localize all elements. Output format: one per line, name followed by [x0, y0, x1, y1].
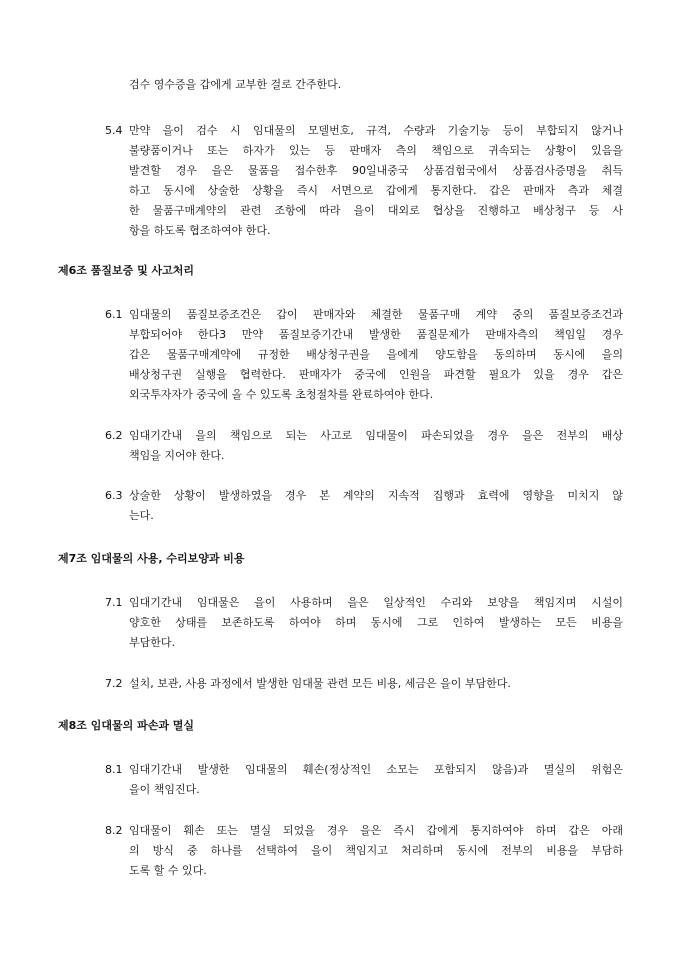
text-line: 임대기간내 임대물은 을이 사용하며 을은 일상적인 수리와 보양을 책임지며 시설이 [129, 596, 623, 609]
text-line: 배상청구권 실행을 협력한다. 판매자가 중국에 인원을 파견할 필요가 있을 경우 갑은 [129, 368, 623, 381]
paragraph-continuation [129, 75, 599, 95]
text-line: 갑은 물품구매계약에 규정한 배상청구권을 을에게 양도함을 동의하며 동시에 을의 [129, 348, 623, 361]
text-line: 임대물이 훼손 또는 멸실 되었을 경우 을은 즉시 갑에게 통지하여야 하며 갑은 아래 [129, 824, 623, 837]
clause-number: 8.2 [105, 824, 123, 837]
text-line: 발견할 경우 을은 물품을 접수한후 90일내중국 상품검험국에서 상품검사증명을 취득 [129, 164, 623, 177]
text-line: 도록 할 수 있다. [129, 864, 207, 877]
text-line: 검수 영수증을 갑에게 교부한 걸로 간주한다. [129, 78, 342, 91]
clause-8-2 [105, 821, 623, 881]
clause-7-2 [105, 674, 623, 694]
text-line: 임대물의 품질보증조건은 갑이 판매자와 체결한 물품구매 계약 중의 품질보증조건과 [129, 308, 623, 321]
clause-number: 6.2 [105, 429, 123, 442]
clause-6-1 [105, 305, 623, 405]
text-line: 항을 하도록 협조하여야 한다. [129, 224, 271, 237]
clause-number: 5.4 [105, 124, 123, 137]
text-line: 상술한 상황이 발생하였을 경우 본 계약의 지속적 집행과 효력에 영향을 미치지 않 [129, 489, 623, 502]
clause-number: 7.1 [105, 596, 123, 609]
text-line: 을이 책임진다. [129, 783, 200, 796]
text-line: 하고 동시에 상술한 상황을 즉시 서면으로 갑에게 통지한다. 갑은 판매자 측과 체결 [129, 184, 623, 197]
text-line: 책임을 지어야 한다. [129, 449, 225, 462]
text-line: 의 방식 중 하나를 선택하여 을이 책임지고 처리하며 동시에 전부의 비용을 부담하 [129, 844, 623, 857]
clause-number: 6.3 [105, 489, 123, 502]
clause-6-3 [105, 486, 623, 526]
text-line: 임대기간내 을의 책임으로 되는 사고로 임대물이 파손되었을 경우 을은 전부의 배상 [129, 429, 623, 442]
text-line: 부담한다. [129, 636, 176, 649]
text-line: 불량품이거나 또는 하자가 있는 등 판매자 측의 책임으로 귀속되는 상황이 있음을 [129, 144, 623, 157]
text-line: 한 물품구매계약의 관련 조항에 따라 을이 대외로 협상을 진행하고 배상청구 등 사 [129, 204, 623, 217]
clause-7-1 [105, 593, 623, 653]
text-line: 부합되어야 한다3 만약 품질보증기간내 발생한 품질문제가 판매자측의 책임일 경우 [129, 328, 623, 341]
section-heading-8: 제8조 임대물의 파손과 멸실 [58, 719, 195, 732]
clause-number: 7.2 [105, 677, 123, 690]
text-line: 는다. [129, 509, 154, 522]
text-line: 임대기간내 발생한 임대물의 훼손(정상적인 소모는 포함되지 않음)과 멸실의 위험은 [129, 763, 623, 776]
clause-8-1 [105, 760, 623, 800]
clause-6-2 [105, 426, 623, 466]
section-heading-6: 제6조 품질보증 및 사고처리 [58, 264, 195, 277]
clause-number: 6.1 [105, 308, 123, 321]
section-heading-7: 제7조 임대물의 사용, 수리보양과 비용 [58, 552, 245, 565]
text-line: 설치, 보관, 사용 과정에서 발생한 임대물 관련 모든 비용, 세금은 을이 부담한다. [129, 677, 511, 690]
text-line: 외국투자자가 중국에 올 수 있도록 초청절차를 완료하여야 한다. [129, 388, 434, 401]
text-line: 양호한 상태를 보존하도록 하여야 하며 동시에 그로 인하여 발생하는 모든 비용을 [129, 616, 623, 629]
text-line: 만약 을이 검수 시 임대물의 모델번호, 규격, 수량과 기술기능 등이 부합되지 않거나 [129, 124, 623, 137]
clause-5-4 [105, 121, 623, 241]
clause-number: 8.1 [105, 763, 123, 776]
